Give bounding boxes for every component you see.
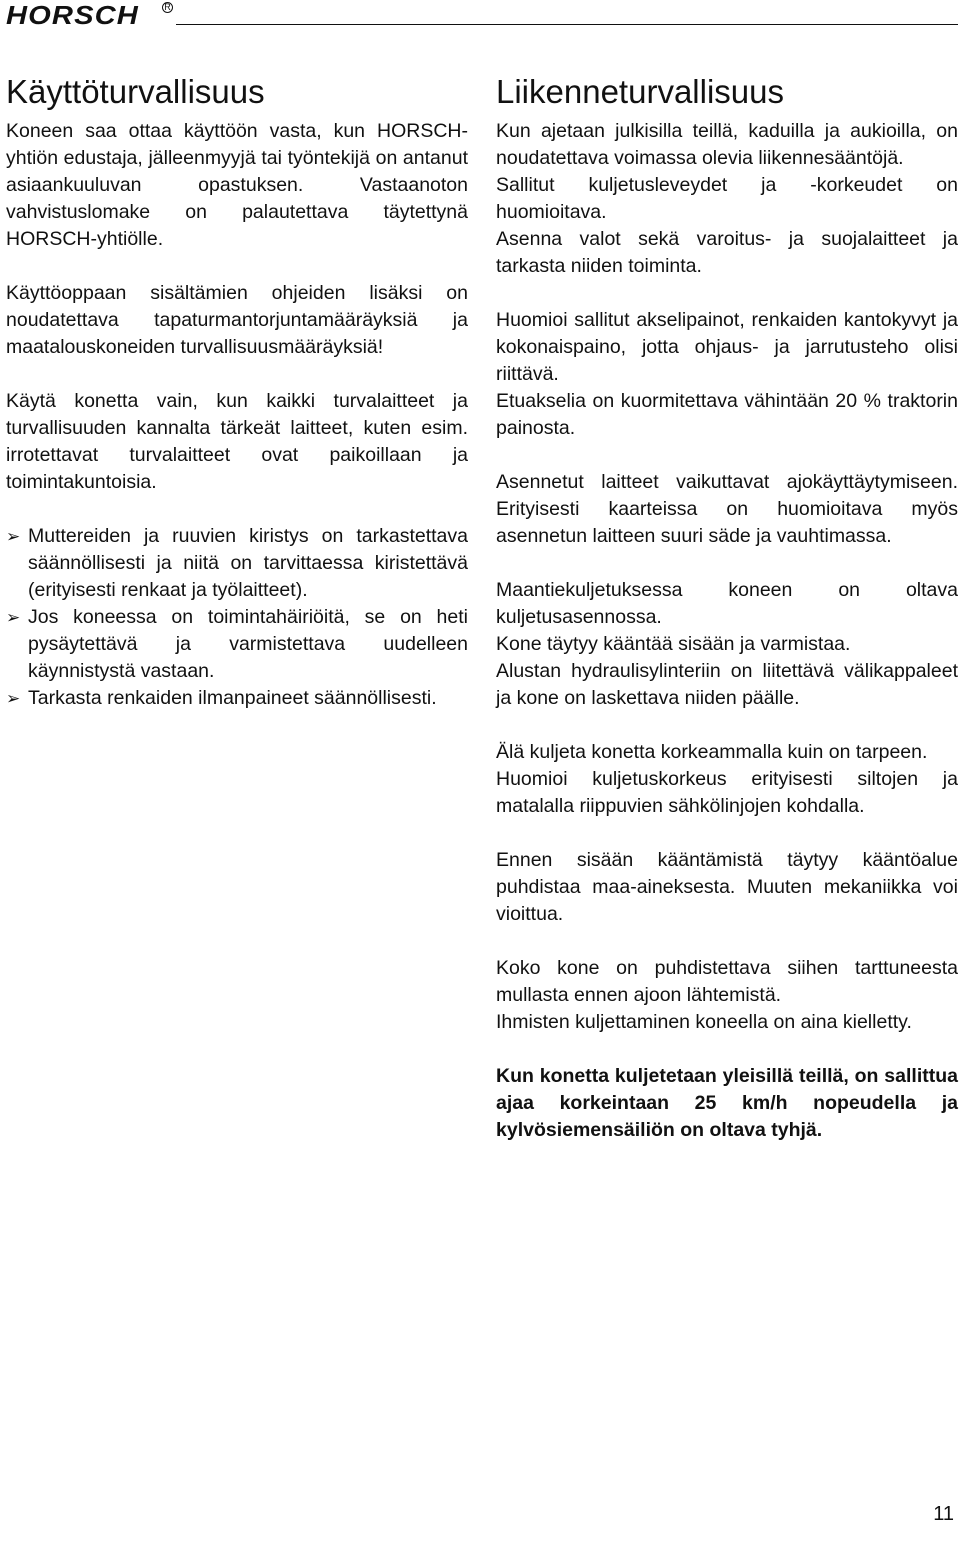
paragraph: Koko kone on puhdistettava siihen tarttuneesta mullasta ennen ajoon lähtemistä. bbox=[496, 957, 958, 1006]
list-item-text: Jos koneessa on toimintahäiriöitä, se on heti pysäytettävä ja varmistettava uudelleen käynnistystä vastaan. bbox=[28, 606, 468, 682]
registered-trademark-icon: R bbox=[162, 2, 173, 13]
paragraph: Asenna valot sekä varoitus- ja suojalaitteet ja tarkasta niiden toiminta. bbox=[496, 228, 958, 277]
paragraph: Sallitut kuljetusleveydet ja -korkeudet on huomioitava. bbox=[496, 174, 958, 223]
list-item-text: Tarkasta renkaiden ilmanpaineet säännöllisesti. bbox=[28, 687, 437, 709]
arrow-bullet-icon: ➢ bbox=[6, 527, 21, 546]
horsch-logo: HORSCH bbox=[6, 0, 139, 30]
paragraph: Ennen sisään kääntämistä täytyy kääntöalue puhdistaa maa-aineksesta. Muuten mekaniikka voi vioittua. bbox=[496, 849, 958, 925]
section-title: Käyttöturvallisuus bbox=[6, 73, 265, 110]
paragraph: Maantiekuljetuksessa koneen on oltava kuljetusasennossa. bbox=[496, 579, 958, 628]
operational-safety-section bbox=[6, 72, 468, 712]
traffic-safety-section bbox=[496, 72, 958, 1144]
list-item-text: Muttereiden ja ruuvien kiristys on tarkastettava säännöllisesti ja niitä on tarvittaessa kiristettävä (erityisesti renkaat ja työlaitteet). bbox=[28, 525, 468, 601]
paragraph: Ihmisten kuljettaminen koneella on aina kielletty. bbox=[496, 1011, 912, 1033]
speed-limit-warning: Kun konetta kuljetetaan yleisillä teillä, on sallittua ajaa korkeintaan 25 km/h nopeudella ja kylvösiemensäiliön on oltava tyhjä. bbox=[496, 1065, 958, 1141]
paragraph: Koneen saa ottaa käyttöön vasta, kun HORSCH-yhtiön edustaja, jälleenmyyjä tai työntekijä on antanut asiaankuuluvan opastuksen. Vastaanoton vahvistuslomake on palautettava täytettynä HORSCH-yhtiölle. bbox=[6, 120, 468, 250]
paragraph: Alustan hydraulisylinteriin on liitettävä välikappaleet ja kone on laskettava niiden päälle. bbox=[496, 660, 958, 709]
bullet-list bbox=[6, 523, 468, 712]
paragraph: Huomioi sallitut akselipainot, renkaiden kantokyvyt ja kokonaispaino, jotta ohjaus- ja jarrutusteho olisi riittävä. bbox=[496, 309, 958, 385]
list-item bbox=[6, 685, 468, 712]
list-item bbox=[6, 523, 468, 604]
paragraph: Käytä konetta vain, kun kaikki turvalaitteet ja turvallisuuden kannalta tärkeät laitteet, kuten esim. irrotettavat turvalaitteet ovat paikoillaan ja toimintakuntoisia. bbox=[6, 390, 468, 493]
header-rule bbox=[176, 24, 958, 25]
paragraph: Huomioi kuljetuskorkeus erityisesti siltojen ja matalalla riippuvien sähkölinjojen kohdalla. bbox=[496, 768, 958, 817]
paragraph: Asennetut laitteet vaikuttavat ajokäyttäytymiseen. Erityisesti kaarteissa on huomioitava myös asennetun laitteen suuri säde ja vauhtimassa. bbox=[496, 471, 958, 547]
paragraph: Älä kuljeta konetta korkeammalla kuin on tarpeen. bbox=[496, 741, 928, 763]
paragraph: Käyttöoppaan sisältämien ohjeiden lisäksi on noudatettava tapaturmantorjuntamääräyksiä ja maatalouskoneiden turvallisuusmääräyksiä! bbox=[6, 282, 468, 358]
page-header bbox=[0, 0, 960, 40]
list-item bbox=[6, 604, 468, 685]
paragraph: Kun ajetaan julkisilla teillä, kaduilla ja aukioilla, on noudatettava voimassa olevia liikennesääntöjä. bbox=[496, 120, 958, 169]
arrow-bullet-icon: ➢ bbox=[6, 689, 21, 708]
arrow-bullet-icon: ➢ bbox=[6, 608, 21, 627]
paragraph: Kone täytyy kääntää sisään ja varmistaa. bbox=[496, 633, 851, 655]
page-number: 11 bbox=[933, 1503, 954, 1525]
paragraph: Etuakselia on kuormitettava vähintään 20 % traktorin painosta. bbox=[496, 390, 958, 439]
section-title: Liikenneturvallisuus bbox=[496, 73, 784, 110]
